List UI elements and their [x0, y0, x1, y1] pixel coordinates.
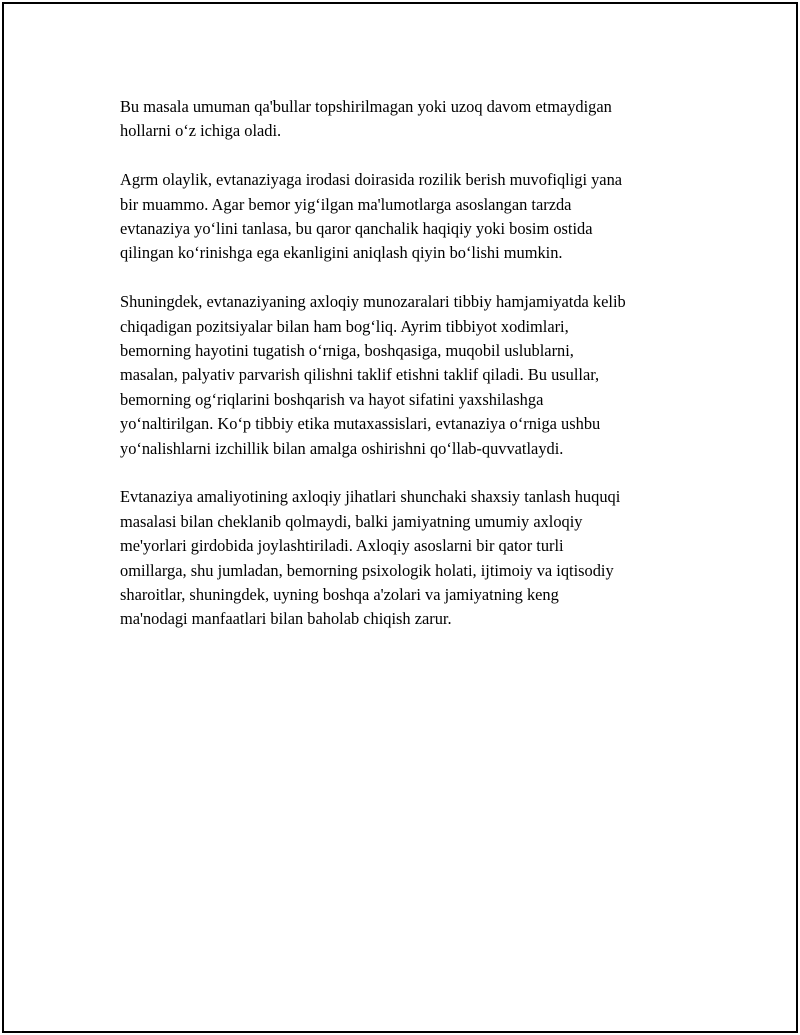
text-line: evtanaziya yo‘lini tanlasa, bu qaror qanchalik haqiqiy yoki bosim ostida — [120, 219, 593, 239]
text-line: masalasi bilan cheklanib qolmaydi, balki jamiyatning umumiy axloqiy — [120, 511, 583, 531]
text-line: bir muammo. Agar bemor yig‘ilgan ma'lumotlarga asoslangan tarzda — [120, 194, 572, 214]
text-line: hollarni o‘z ichiga oladi. — [120, 121, 282, 141]
paragraph — [120, 485, 700, 631]
text-line: Bu masala umuman qa'bullar topshirilmagan yoki uzoq davom etmaydigan — [120, 97, 612, 116]
text-line: bemorning hayotini tugatish o‘rniga, boshqasiga, muqobil uslublarni, — [120, 341, 574, 361]
text-line: ma'nodagi manfaatlari bilan baholab chiqish zarur. — [120, 609, 452, 629]
text-line: sharoitlar, shuningdek, uyning boshqa a'zolari va jamiyatning keng — [120, 585, 559, 605]
text-line: Agrm olaylik, evtanaziyaga irodasi doirasida rozilik berish muvofiqligi yana — [120, 170, 623, 190]
paragraph — [120, 168, 700, 266]
text-line: bemorning og‘riqlarini boshqarish va hayot sifatini yaxshilashga — [120, 389, 544, 409]
text-line: me'yorlari girdobida joylashtiriladi. Axloqiy asoslarni bir qator turli — [120, 536, 564, 556]
document-body — [120, 95, 700, 656]
text-line: omillarga, shu jumladan, bemorning psixologik holati, ijtimoiy va iqtisodiy — [120, 560, 614, 580]
text-line: masalan, palyativ parvarish qilishni taklif etishni taklif qiladi. Bu usullar, — [120, 365, 600, 385]
text-line: qilingan ko‘rinishga ega ekanligini aniqlash qiyin bo‘lishi mumkin. — [120, 243, 563, 263]
text-line: yo‘naltirilgan. Ko‘p tibbiy etika mutaxassislari, evtanaziya o‘rniga ushbu — [120, 414, 601, 434]
text-line: Evtanaziya amaliyotining axloqiy jihatlari shunchaki shaxsiy tanlash huquqi — [120, 487, 621, 507]
paragraph — [120, 95, 700, 144]
paragraph — [120, 290, 700, 461]
text-line: yo‘nalishlarni izchillik bilan amalga oshirishni qo‘llab-quvvatlaydi. — [120, 438, 564, 458]
document-page — [2, 2, 798, 1033]
text-line: Shuningdek, evtanaziyaning axloqiy munozaralari tibbiy hamjamiyatda kelib — [120, 292, 626, 312]
text-line: chiqadigan pozitsiyalar bilan ham bog‘liq. Ayrim tibbiyot xodimlari, — [120, 316, 569, 336]
